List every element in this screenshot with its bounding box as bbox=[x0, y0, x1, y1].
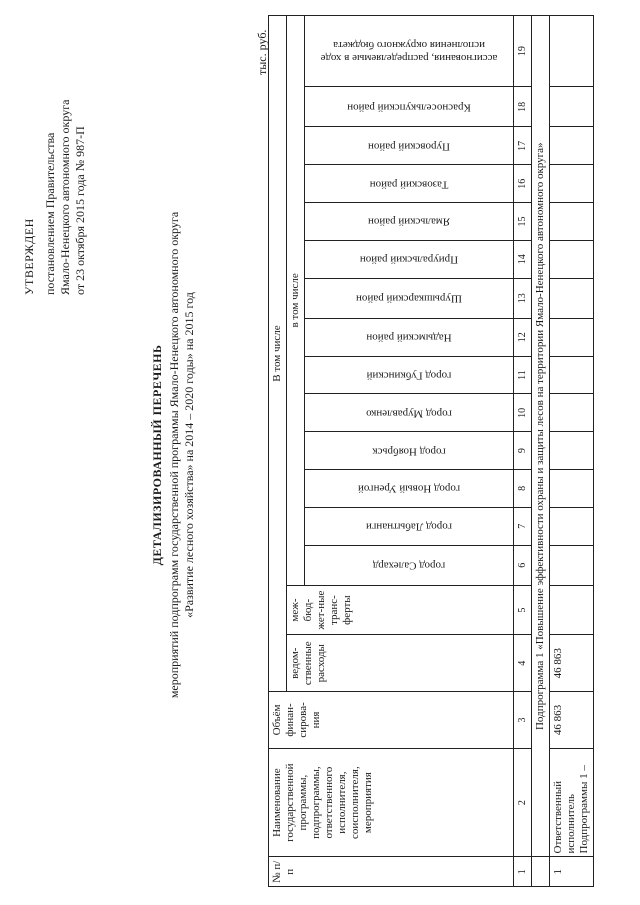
column-number: 19 bbox=[514, 16, 532, 87]
header-municipality: город Салехард bbox=[305, 545, 514, 585]
subprogram-title: Подпрограмма 1 «Повышение эффективности охраны и защиты лесов на территории Ямало-Ненецкого автономного округа» bbox=[532, 16, 550, 857]
header-municipality: город Муравленко bbox=[305, 394, 514, 432]
table-cell bbox=[550, 278, 594, 318]
table-cell bbox=[532, 857, 550, 887]
financing-table bbox=[268, 15, 594, 887]
approval-stamp: УТВЕРЖДЕН bbox=[22, 218, 36, 295]
units-label: тыс. руб. bbox=[255, 29, 269, 75]
table-cell bbox=[550, 432, 594, 470]
header-municipality: город Ноябрьск bbox=[305, 432, 514, 470]
column-number: 18 bbox=[514, 87, 532, 127]
table-cell bbox=[550, 16, 594, 87]
column-number: 12 bbox=[514, 318, 532, 356]
row-num: 1 bbox=[550, 857, 594, 887]
approval-line: Ямало-Ненецкого автономного округа bbox=[58, 99, 72, 295]
header-municipality: Приуральский район bbox=[305, 240, 514, 278]
column-number: 14 bbox=[514, 240, 532, 278]
title-line: мероприятий подпрограмм государственной программы Ямало-Ненецкого автономного округа bbox=[167, 211, 181, 699]
header-municipality: Шурышкарский район bbox=[305, 278, 514, 318]
table-cell bbox=[550, 585, 594, 635]
table-cell bbox=[550, 394, 594, 432]
table-cell bbox=[550, 240, 594, 278]
header-name: Наименование государственной программы, подпрограммы, ответственного исполнителя, соисполнителя, мероприятия bbox=[269, 748, 514, 857]
column-number: 6 bbox=[514, 545, 532, 585]
table-cell bbox=[550, 545, 594, 585]
header-municipality: город Губкинский bbox=[305, 356, 514, 394]
column-number: 8 bbox=[514, 470, 532, 508]
table-cell bbox=[550, 470, 594, 508]
row-dept: 46 863 bbox=[550, 635, 594, 692]
column-number: 13 bbox=[514, 278, 532, 318]
document-title bbox=[150, 155, 197, 755]
header-volume: Объём финан-сирова-ния bbox=[269, 692, 514, 749]
table-cell bbox=[550, 127, 594, 165]
table-cell bbox=[550, 87, 594, 127]
approval-line: от 23 октября 2015 года № 987-П bbox=[73, 126, 87, 295]
table-cell bbox=[550, 203, 594, 241]
column-number-row bbox=[514, 16, 532, 887]
column-number: 9 bbox=[514, 432, 532, 470]
table-cell bbox=[550, 318, 594, 356]
subprogram-row bbox=[532, 16, 550, 887]
header-municipality: Красноселькупский район bbox=[305, 87, 514, 127]
table-row bbox=[550, 16, 594, 887]
header-municipality: город Новый Уренгой bbox=[305, 470, 514, 508]
column-number: 5 bbox=[514, 585, 532, 635]
header-municipality: Пуровский район bbox=[305, 127, 514, 165]
approval-line: постановлением Правительства bbox=[43, 132, 57, 295]
column-number: 7 bbox=[514, 507, 532, 545]
table-cell bbox=[550, 165, 594, 203]
table-cell bbox=[550, 356, 594, 394]
header-municipality: Тазовский район bbox=[305, 165, 514, 203]
header-municipality: город Лабытнанги bbox=[305, 507, 514, 545]
header-municipality: ассигнования, распределяемые в ходе исполнения окружного бюджета bbox=[305, 16, 514, 87]
header-dept: ведом-ственные расходы bbox=[287, 635, 514, 692]
title-main: ДЕТАЛИЗИРОВАННЫЙ ПЕРЕЧЕНЬ bbox=[150, 344, 164, 566]
header-interbudget: меж-бюд-жет-ные транс-ферты bbox=[287, 585, 514, 635]
row-name: Ответственный исполнитель Подпрограммы 1 – bbox=[550, 748, 594, 857]
column-number: 11 bbox=[514, 356, 532, 394]
column-number: 2 bbox=[514, 748, 532, 857]
header-including2: в том числе bbox=[287, 16, 305, 586]
column-number: 4 bbox=[514, 635, 532, 692]
header-municipality: Надымский район bbox=[305, 318, 514, 356]
table-cell bbox=[550, 507, 594, 545]
row-volume: 46 863 bbox=[550, 692, 594, 749]
column-number: 16 bbox=[514, 165, 532, 203]
column-number: 17 bbox=[514, 127, 532, 165]
header-municipality: Ямальский район bbox=[305, 203, 514, 241]
column-number: 3 bbox=[514, 692, 532, 749]
column-number: 15 bbox=[514, 203, 532, 241]
column-number: 10 bbox=[514, 394, 532, 432]
header-including: В том числе bbox=[269, 16, 287, 692]
header-num: № п/п bbox=[269, 857, 514, 887]
approval-block bbox=[22, 100, 88, 295]
title-line: «Развитие лесного хозяйства» на 2014 – 2020 годы» на 2015 год bbox=[182, 292, 196, 618]
column-number: 1 bbox=[514, 857, 532, 887]
